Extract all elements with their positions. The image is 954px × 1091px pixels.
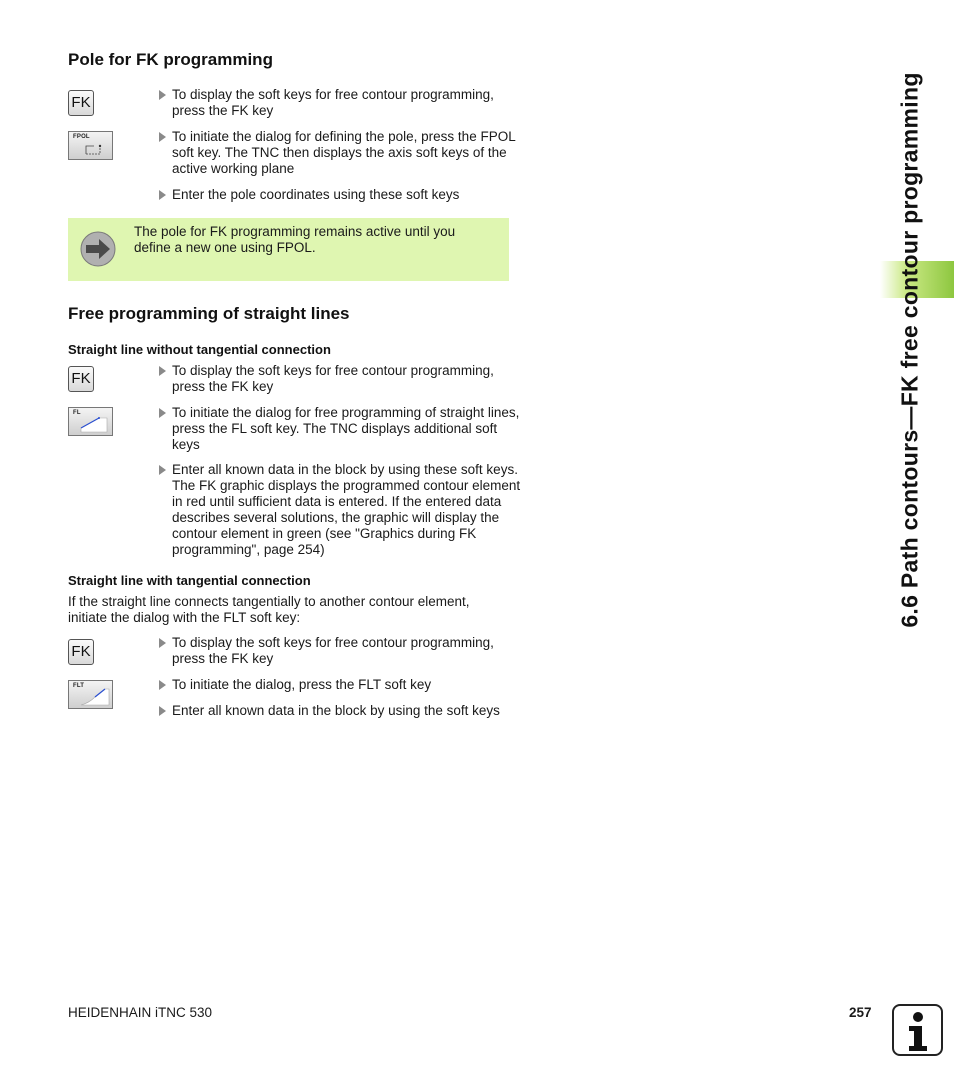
arrow-right-icon (80, 231, 116, 267)
bullet-triangle-icon (159, 680, 166, 690)
bullet-triangle-icon (159, 190, 166, 200)
page-number: 257 (849, 1005, 872, 1020)
pole-step-1: To display the soft keys for free contour programming, press the FK key (158, 87, 524, 119)
fk-key-icon: FK (68, 639, 94, 665)
info-icon (892, 1004, 944, 1058)
bullet-triangle-icon (159, 132, 166, 142)
bullet-triangle-icon (159, 706, 166, 716)
fl-step-1: To display the soft keys for free contour programming, press the FK key (158, 363, 524, 395)
tangent-intro: If the straight line connects tangentially to another contour element, initiate the dialog with the FLT soft key: (68, 594, 470, 625)
subheading-no-tangent: Straight line without tangential connection (68, 342, 331, 357)
heading-straight-lines: Free programming of straight lines (68, 304, 350, 323)
footer-product: HEIDENHAIN iTNC 530 (68, 1005, 213, 1020)
note-text: The pole for FK programming remains active until you define a new one using FPOL. (134, 224, 456, 255)
bullet-triangle-icon (159, 366, 166, 376)
flt-step-3: Enter all known data in the block by using the soft keys (158, 703, 524, 719)
note-box (68, 218, 509, 281)
fl-step-2: To initiate the dialog for free programming of straight lines, press the FL soft key. The TNC displays additional soft keys (158, 405, 524, 453)
tangent-line-glyph-icon (69, 681, 114, 710)
flt-step-2: To initiate the dialog, press the FLT soft key (158, 677, 524, 693)
fpol-softkey-icon: FPOL (68, 131, 113, 160)
flt-softkey-icon: FLT (68, 680, 113, 709)
flt-step-1: To display the soft keys for free contour programming, press the FK key (158, 635, 524, 667)
subheading-tangent: Straight line with tangential connection (68, 573, 311, 588)
pole-step-2: To initiate the dialog for defining the pole, press the FPOL soft key. The TNC then displays the axis soft keys of the active working plane (158, 129, 524, 177)
bullet-triangle-icon (159, 465, 166, 475)
pole-glyph-icon (69, 132, 114, 161)
fl-softkey-icon: FL (68, 407, 113, 436)
pole-step-3: Enter the pole coordinates using these soft keys (158, 187, 524, 203)
bullet-triangle-icon (159, 90, 166, 100)
line-glyph-icon (69, 408, 114, 437)
fl-step-3: Enter all known data in the block by using these soft keys. The FK graphic displays the programmed contour element in red until sufficient data is entered. If the entered data describes several solutions, the graphic will display the contour element in green (see "Graphics during FK programming", page 254) (158, 462, 524, 558)
bullet-triangle-icon (159, 638, 166, 648)
fk-key-icon: FK (68, 366, 94, 392)
bullet-triangle-icon (159, 408, 166, 418)
fk-key-icon: FK (68, 90, 94, 116)
heading-pole: Pole for FK programming (68, 50, 273, 69)
